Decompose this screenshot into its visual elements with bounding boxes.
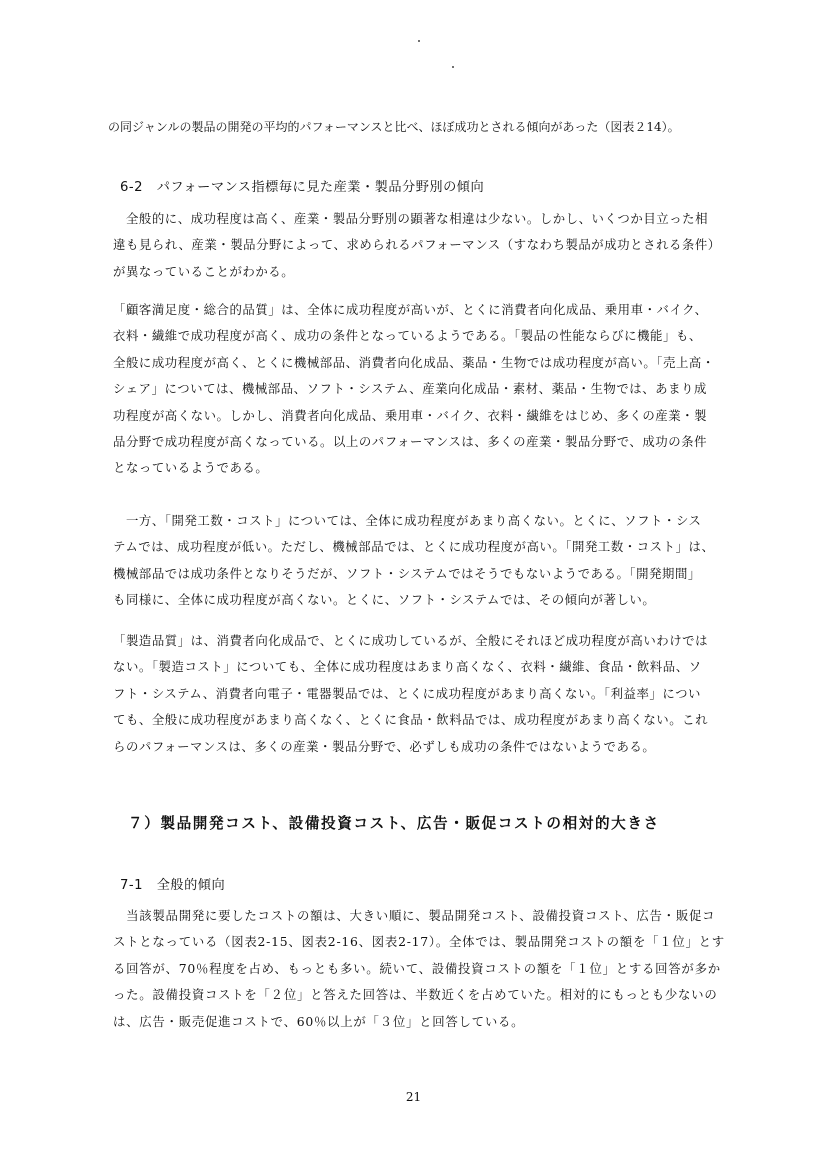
paragraph-line: テムでは、成功程度が低い。ただし、機械部品では、とくに成功程度が高い。「開発工数・コスト」は、	[113, 539, 715, 555]
section-7-heading: ７）製品開発コスト、設備投資コスト、広告・販促コストの相対的大きさ	[128, 815, 660, 832]
paragraph-line: 「製造品質」は、消費者向化成品で、とくに成功しているが、全般にそれほど成功程度が高いわけでは	[113, 633, 709, 648]
paragraph-line: 一方、「開発工数・コスト」については、全体に成功程度があまり高くない。とくに、ソフト・シス	[113, 513, 702, 528]
paragraph-line: 全般的に、成功程度は高く、産業・製品分野別の顕著な相違は少ない。しかし、いくつか目立った相	[113, 211, 709, 226]
paragraph-line: らのパフォーマンスは、多くの産業・製品分野で、必ずしも成功の条件ではないようである。	[113, 738, 656, 754]
paragraph-line: 機械部品では成功条件となりそうだが、ソフト・システムではそうでもないようである。「開発期間」	[113, 565, 701, 581]
paragraph-line: ストとなっている（図表2-15、図表2-16、図表2-17）。全体では、製品開発コストの額を「１位」とす	[113, 934, 725, 950]
scan-speck	[452, 66, 454, 68]
paragraph-line: ても、全般に成功程度があまり高くなく、とくに食品・飲料品では、成功程度があまり高くない。これ	[113, 712, 709, 728]
paragraph-line: 功程度が高くない。しかし、消費者向化成品、乗用車・バイク、衣料・繊維をはじめ、多くの産業・製	[113, 407, 708, 423]
paragraph-6-2-2	[113, 297, 763, 482]
paragraph-7-1	[113, 903, 763, 1035]
paragraph-line: も同様に、全体に成功程度が高くない。とくに、ソフト・システムでは、その傾向が著しい。	[113, 592, 656, 608]
paragraph-line: は、広告・販売促進コストで、60％以上が「３位」と回答している。	[113, 1013, 525, 1029]
paragraph-6-2-4	[113, 628, 763, 760]
paragraph-line: る回答が、70％程度を占め、もっとも多い。続いて、設備投資コストの額を「１位」とする回答が多か	[113, 960, 721, 976]
section-7-1-heading: 7-1 全般的傾向	[120, 878, 226, 893]
paragraph-line: フト・システム、消費者向電子・電器製品では、とくに成功程度があまり高くない。「利益率」につい	[113, 685, 701, 701]
paragraph-line: 衣料・繊維で成功程度が高く、成功の条件となっているようである。「製品の性能ならびに機能」も、	[113, 328, 702, 344]
paragraph-line: 違も見られ、産業・製品分野によって、求められるパフォーマンス（すなわち製品が成功とされる条件）	[113, 237, 721, 253]
paragraph-line: ない。「製造コスト」についても、全体に成功程度はあまり高くなく、衣料・繊維、食品・飲料品、ソ	[113, 659, 702, 675]
paragraph-line: 「顧客満足度・総合的品質」は、全体に成功程度が高いが、とくに消費者向化成品、乗用車・バイク、	[113, 302, 708, 317]
paragraph-line: が異なっていることがわかる。	[113, 263, 295, 279]
section-6-2-heading: 6-2 パフォーマンス指標毎に見た産業・製品分野別の傾向	[120, 180, 485, 195]
paragraph-6-2-3	[113, 508, 763, 614]
page-number: 21	[405, 1090, 422, 1104]
scan-speck	[418, 40, 420, 42]
paragraph-6-2-1	[113, 206, 763, 285]
paragraph-line: シェア」については、機械部品、ソフト・システム、産業向化成品・素材、薬品・生物では、あまり成	[113, 381, 707, 397]
paragraph-line: 全般に成功程度が高く、とくに機械部品、消費者向化成品、薬品・生物では成功程度が高い。「売上高・	[113, 354, 715, 370]
paragraph-line: った。設備投資コストを「２位」と答えた回答は、半数近くを占めていた。相対的にもっとも少ないの	[113, 987, 718, 1003]
paragraph-line: 当該製品開発に要したコストの額は、大きい順に、製品開発コスト、設備投資コスト、広告・販促コ	[113, 908, 716, 923]
paragraph-line: 品分野で成功程度が高くなっている。以上のパフォーマンスは、多くの産業・製品分野で、成功の条件	[113, 433, 708, 449]
paragraph-line: となっているようである。	[113, 460, 269, 476]
intro-line: の同ジャンルの製品の開発の平均的パフォーマンスと比べ、ほぼ成功とされる傾向があった（図表２14）。	[108, 120, 680, 134]
